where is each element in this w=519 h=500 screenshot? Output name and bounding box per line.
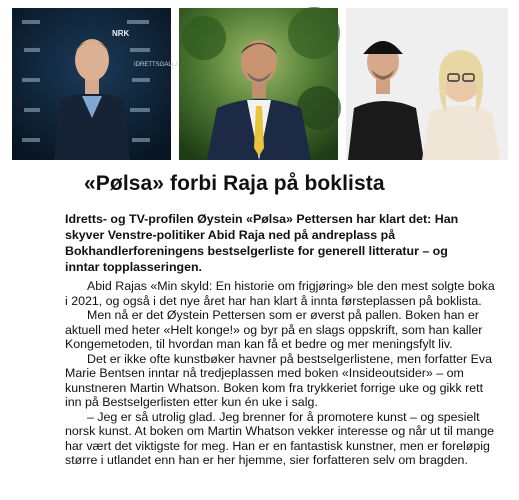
article-ingress: Idretts- og TV-profilen Øystein «Pølsa» Pettersen har klart det: Han skyver Venstre-politiker Abid Raja ned på andreplass på Bokhandlerforeningens bestselgerliste for generell litteratur – og inntar topplasseringen. — [65, 212, 459, 274]
photo1-brand-text: NRK — [112, 29, 130, 38]
photo1-logo-text: IDRETTSGALLA — [134, 62, 180, 68]
body-paragraph: – Jeg er så utrolig glad. Jeg brenner for å promotere kunst – og spesielt norsk kunst. At boken om Martin Whatson vekker interesse og når ut til mange har vært det viktigste for meg. Han er en fantastisk kunstner, men er foreløpig større i utlandet enn han er her hjemme, sier forfatteren selv om bragden. — [65, 409, 495, 467]
photo-oystein-pettersen — [12, 8, 180, 160]
photo-martin-whatson-and-author — [346, 8, 508, 160]
article-headline: «Pølsa» forbi Raja på boklista — [84, 172, 385, 195]
body-paragraph: Men nå er det Øystein Pettersen som er øverst på pallen. Boken han er aktuell med heter «Helt konge!» og byr på en slags oppskrift, som han kaller Kongemetoden, til hvordan man kan få et bedre og mer meningsfylt liv. — [65, 308, 483, 351]
photo-abid-raja — [179, 8, 338, 160]
article-body — [65, 279, 495, 468]
body-paragraph: Abid Rajas «Min skyld: En historie om frigjøring» ble den mest solgte boka i 2021, og også i det nye året har han klart å innta førsteplassen på boklista. — [65, 279, 495, 308]
body-paragraph: Det er ikke ofte kunstbøker havner på bestselgerlistene, men forfatter Eva Marie Bentsen inntar nå tredjeplassen med boken «Insideoutsider» – om kunstneren Martin Whatson. Boken kom fra trykkeriet forrige uke og gikk rett inn på Bestselgerlisten etter kun én uke i salg. — [65, 351, 492, 409]
photo-strip — [12, 8, 508, 160]
